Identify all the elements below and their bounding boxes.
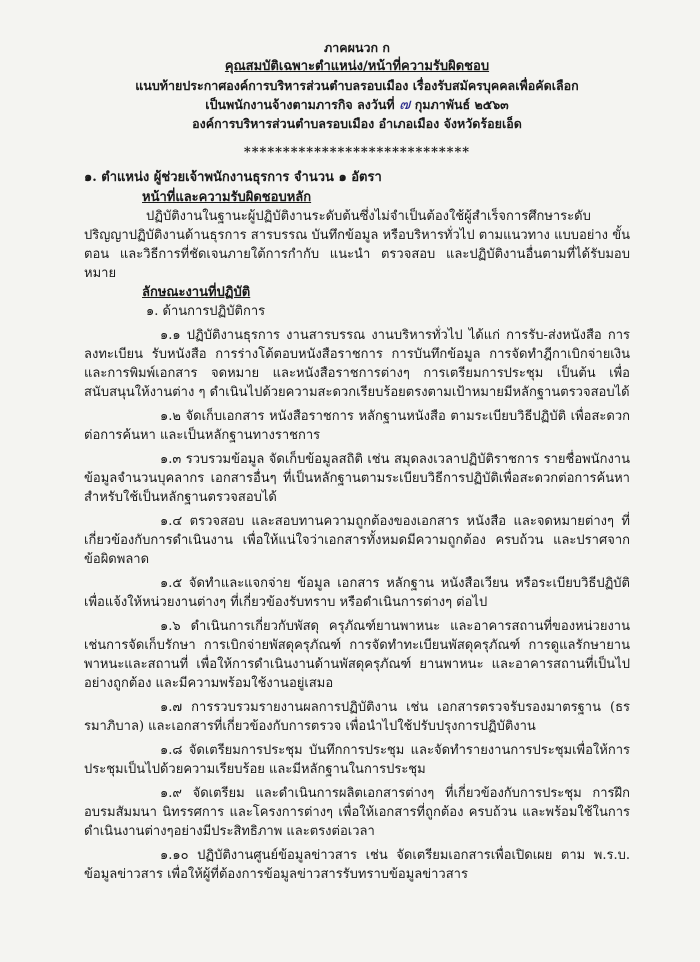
- date-line: [84, 95, 630, 114]
- handwritten-day: ๗: [399, 95, 411, 113]
- document-title: คุณสมบัติเฉพาะตำแหน่ง/หน้าที่ความรับผิดชอบ: [224, 59, 490, 74]
- duty-item-1-6: ๑.๖ ดำเนินการเกี่ยวกับพัสดุ ครุภัณฑ์ยานพาหนะ และอาคารสถานที่ของหน่วยงาน เช่นการจัดเก็บรักษา การเบิกจ่ายพัสดุครุภัณฑ์ การจัดทำทะเบียนพัสดุครุภัณฑ์ การดูแลรักษายานพาหนะและสถานที่ เพื่อให้การดำเนินงานด้านพัสดุครุภัณฑ์ ยานพาหนะ และอาคารสถานที่เป็นไปอย่างถูกต้อง และมีความพร้อมใช้งานอยู่เสมอ: [84, 619, 630, 691]
- date-suffix: กุมภาพันธ์ ๒๕๖๓: [414, 97, 509, 112]
- duty-item-1-1: ๑.๑ ปฏิบัติงานธุรการ งานสารบรรณ งานบริหารทั่วไป ได้แก่ การรับ-ส่งหนังสือ การลงทะเบียน รับหนังสือ การร่างโต้ตอบหนังสือราชการ การบันทึกข้อมูล การจัดทำฎีกาเบิกจ่ายเงินและการพิมพ์เอกสาร จดหมาย และหนังสือราชการต่างๆ การเตรียมการประชุม เป็นต้น เพื่อสนับสนุนให้งานต่าง ๆ ดำเนินไปด้วยความสะดวกเรียบร้อยตรงตามเป้าหมายมีหลักฐานตรวจสอบได้: [84, 328, 630, 400]
- duty-item-1-4: ๑.๔ ตรวจสอบ และสอบทานความถูกต้องของเอกสาร หนังสือ และจดหมายต่างๆ ที่เกี่ยวข้องกับการดำเนินงาน เพื่อให้แน่ใจว่าเอกสารทั้งหมดมีความถูกต้อง ครบถ้วน และปราศจากข้อผิดพลาด: [84, 514, 630, 567]
- duty-item-1-2: ๑.๒ จัดเก็บเอกสาร หนังสือราชการ หลักฐานหนังสือ ตามระเบียบวิธีปฏิบัติ เพื่อสะดวกต่อการค้นหา และเป็นหลักฐานทางราชการ: [84, 409, 630, 443]
- position-line: ๑. ตำแหน่ง ผู้ช่วยเจ้าพนักงานธุรการ จำนวน ๑ อัตรา: [84, 170, 382, 185]
- work-heading: ลักษณะงานที่ปฏิบัติ: [142, 285, 251, 300]
- duties-text: ปฏิบัติงานในฐานะผู้ปฏิบัติงานระดับต้นซึ่งไม่จำเป็นต้องใช้ผู้สำเร็จการศึกษาระดับปริญญาปฏิบัติงานด้านธุรการ สารบรรณ บันทึกข้อมูล หรือบริหารทั่วไป ตามแนวทาง แบบอย่าง ขั้นตอน และวิธีการที่ชัดเจนภายใต้การกำกับ แนะนำ ตรวจสอบ และปฏิบัติงานอื่นตามที่ได้รับมอบหมาย: [84, 209, 630, 281]
- date-prefix: เป็นพนักงานจ้างตามภารกิจ ลงวันที่: [205, 97, 395, 112]
- duty-item-1-9: ๑.๙ จัดเตรียม และดำเนินการผลิตเอกสารต่างๆ ที่เกี่ยวข้องกับการประชุม การฝึกอบรมสัมมนา นิทรรศการ และโครงการต่างๆ เพื่อให้เอกสารที่ถูกต้อง ครบถ้วน และพร้อมใช้ในการดำเนินงานต่างๆอย่างมีประสิทธิภาพ และตรงต่อเวลา: [84, 786, 630, 839]
- organization-line: องค์การบริหารส่วนตำบลรอบเมือง อำเภอเมือง จังหวัดร้อยเอ็ด: [192, 116, 522, 131]
- duty-item-1-8: ๑.๘ จัดเตรียมการประชุม บันทึกการประชุม และจัดทำรายงานการประชุมเพื่อให้การประชุมเป็นไปด้วยความเรียบร้อย และมีหลักฐานในการประชุม: [84, 743, 630, 777]
- duty-item-1-3: ๑.๓ รวบรวมข้อมูล จัดเก็บข้อมูลสถิติ เช่น สมุดลงเวลาปฏิบัติราชการ รายชื่อพนักงานข้อมูลจำนวนบุคลากร เอกสารอื่นๆ ที่เป็นหลักฐานตามระเบียบวิธีการปฏิบัติเพื่อสะดวกต่อการค้นหาสำหรับใช้เป็นหลักฐานตรวจสอบได้: [84, 452, 630, 505]
- duty-item-1-10: ๑.๑๐ ปฏิบัติงานศูนย์ข้อมูลข่าวสาร เช่น จัดเตรียมเอกสารเพื่อเปิดเผย ตาม พ.ร.บ. ข้อมูลข่าวสาร เพื่อให้ผู้ที่ต้องการข้อมูลข่าวสารรับทราบข้อมูลข่าวสาร: [84, 848, 630, 882]
- duty-item-1-7: ๑.๗ การรวบรวมรายงานผลการปฏิบัติงาน เช่น เอกสารตรวจรับรองมาตรฐาน (ธรรมาภิบาล) และเอกสารที่เกี่ยวข้องกับการตรวจ เพื่อนำไปใช้ปรับปรุงการปฏิบัติงาน: [84, 700, 630, 734]
- separator-stars: *****************************: [243, 145, 471, 160]
- annex-label: ภาคผนวก ก: [324, 40, 390, 55]
- announcement-line: แนบท้ายประกาศองค์การบริหารส่วนตำบลรอบเมือง เรื่องรับสมัครบุคคลเพื่อคัดเลือก: [135, 78, 579, 93]
- operations-area: ๑. ด้านการปฏิบัติการ: [146, 304, 266, 319]
- duties-heading: หน้าที่และความรับผิดชอบหลัก: [142, 190, 312, 205]
- duty-item-1-5: ๑.๕ จัดทำและแจกจ่าย ข้อมูล เอกสาร หลักฐาน หนังสือเวียน หรือระเบียบวิธีปฏิบัติ เพื่อแจ้งให้หน่วยงานต่างๆ ที่เกี่ยวข้องรับทราบ หรือดำเนินการต่างๆ ต่อไป: [84, 576, 630, 610]
